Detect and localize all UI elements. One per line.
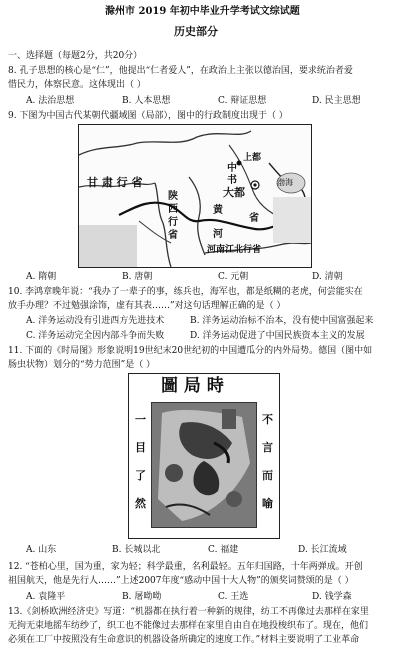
q12-line2: 祖国航天，他是先行人……”上述2007年度“感动中国十大人物”的颁奖词赞颂的是（ ） — [8, 576, 354, 586]
q10-option-a[interactable]: A. 洋务运动没有引进西方先进技术 — [26, 316, 165, 326]
map-label-henan: 河南江北行省 — [207, 245, 262, 255]
map-label-sheng: 省 — [249, 213, 259, 224]
q11-cartoon — [128, 373, 280, 539]
q12-option-a[interactable]: A. 袁隆平 — [26, 592, 66, 602]
map-label-shaanxi-2: 西 — [168, 204, 178, 215]
exam-title: 滁州市 2019 年初中毕业升学考试文综试题 — [105, 6, 300, 17]
q9-stem: 9. 下图为中国古代某朝代疆域图（局部），图中的行政制度出现于（ ） — [8, 111, 288, 121]
section-heading: 一、选择题（每题2分，共20分） — [8, 51, 143, 61]
map-label-zhong: 中 — [227, 163, 237, 174]
map-drawing — [79, 125, 311, 267]
map-label-shaanxi-4: 省 — [168, 230, 178, 241]
q10-option-d[interactable]: D. 洋务运动促进了中国民族资本主义的发展 — [190, 331, 365, 341]
q12-option-c[interactable]: C. 王选 — [218, 592, 249, 602]
q11-option-b[interactable]: B. 长城以北 — [112, 545, 161, 555]
cartoon-left-2: 目 — [135, 441, 146, 454]
q8-option-d[interactable]: D. 民主思想 — [312, 96, 361, 106]
q8-line2: 惜民力，体察民意。这体现出（ ） — [8, 80, 146, 90]
q8-option-b[interactable]: B. 人本思想 — [122, 96, 171, 106]
q11-line1: 11. 下面的《时局图》形象说明19世纪末20世纪初的中国遭瓜分的内外局势。德国（图中如 — [8, 346, 373, 356]
map-label-shaanxi-3: 行 — [168, 217, 178, 228]
cartoon-right-3: 而 — [262, 469, 273, 482]
q12-option-d[interactable]: D. 钱学森 — [312, 592, 352, 602]
q10-option-b[interactable]: B. 洋务运动治标不治本，没有使中国富强起来 — [190, 316, 374, 326]
q10-line2: 放手办理？不过勉强涂饰，虚有其表……”对这句话理解正确的是（ ） — [8, 301, 286, 311]
map-label-huang: 黄 — [213, 205, 223, 216]
cartoon-right-1: 不 — [262, 413, 273, 426]
q13-line1: 13.《剑桥欧洲经济史》写道：“机器都在执行着一种新的规律，纺工不再像过去那样在家里 — [8, 607, 369, 617]
cartoon-left-3: 了 — [135, 469, 146, 482]
map-label-shangdu: 上都 — [243, 153, 262, 163]
map-label-shu: 书 — [227, 175, 237, 186]
q8-option-c[interactable]: C. 辩证思想 — [218, 96, 267, 106]
q13-line2: 无拘无束地摇车纺纱了，织工也不能像过去那样在家里自由自在地投梭织布了。现在，他们 — [8, 621, 369, 631]
map-label-shaanxi-1: 陕 — [168, 191, 178, 202]
q9-option-d[interactable]: D. 清朝 — [312, 272, 343, 282]
q10-option-c[interactable]: C. 洋务运动完全因内部斗争而失败 — [26, 331, 165, 341]
cartoon-right-4: 喻 — [262, 497, 273, 510]
q8-option-a[interactable]: A. 法治思想 — [26, 96, 75, 106]
q10-line1: 10. 李鸿章晚年说：“我办了一辈子的事，练兵也，海军也，都是纸糊的老虎，何尝能实在 — [8, 287, 363, 297]
q12-option-b[interactable]: B. 屠呦呦 — [122, 592, 162, 602]
map-label-bohai: 渤海 — [277, 178, 293, 187]
map-label-he: 河 — [213, 229, 223, 240]
q8-line1: 8. 孔子思想的核心是“仁”，他提出“仁者爱人”，在政治上主张以德治国，要求统治者爱 — [8, 66, 353, 76]
q9-map — [78, 124, 312, 268]
q11-option-a[interactable]: A. 山东 — [26, 545, 57, 555]
section-title: 历史部分 — [174, 25, 218, 38]
cartoon-left-4: 然 — [135, 497, 146, 510]
q13-line3: 必须在工厂中按照没有生命意识的机器设备所确定的速度工作。”材料主要说明了工业革命 — [8, 635, 360, 645]
cartoon-title: 圖 局 時 — [161, 376, 224, 396]
q11-option-d[interactable]: D. 长江流域 — [298, 545, 347, 555]
map-label-gansu: 甘 肃 行 省 — [87, 176, 143, 189]
q11-line2: 肠虫状物）划分的“势力范围”是（ ） — [8, 360, 156, 370]
q9-option-b[interactable]: B. 唐朝 — [122, 272, 153, 282]
cartoon-drawing — [152, 403, 256, 527]
q9-option-c[interactable]: C. 元朝 — [218, 272, 249, 282]
map-label-dadu: 大都 — [223, 186, 245, 199]
cartoon-picture — [151, 402, 257, 528]
q11-option-c[interactable]: C. 福建 — [208, 545, 239, 555]
q9-option-a[interactable]: A. 隋朝 — [26, 272, 57, 282]
cartoon-left-1: 一 — [135, 413, 146, 426]
cartoon-right-2: 言 — [262, 441, 273, 454]
q12-line1: 12. “苍柏心里，国为重，家为轻；科学最重，名利最轻。五年归国路，十年两弹成。开创 — [8, 562, 363, 572]
